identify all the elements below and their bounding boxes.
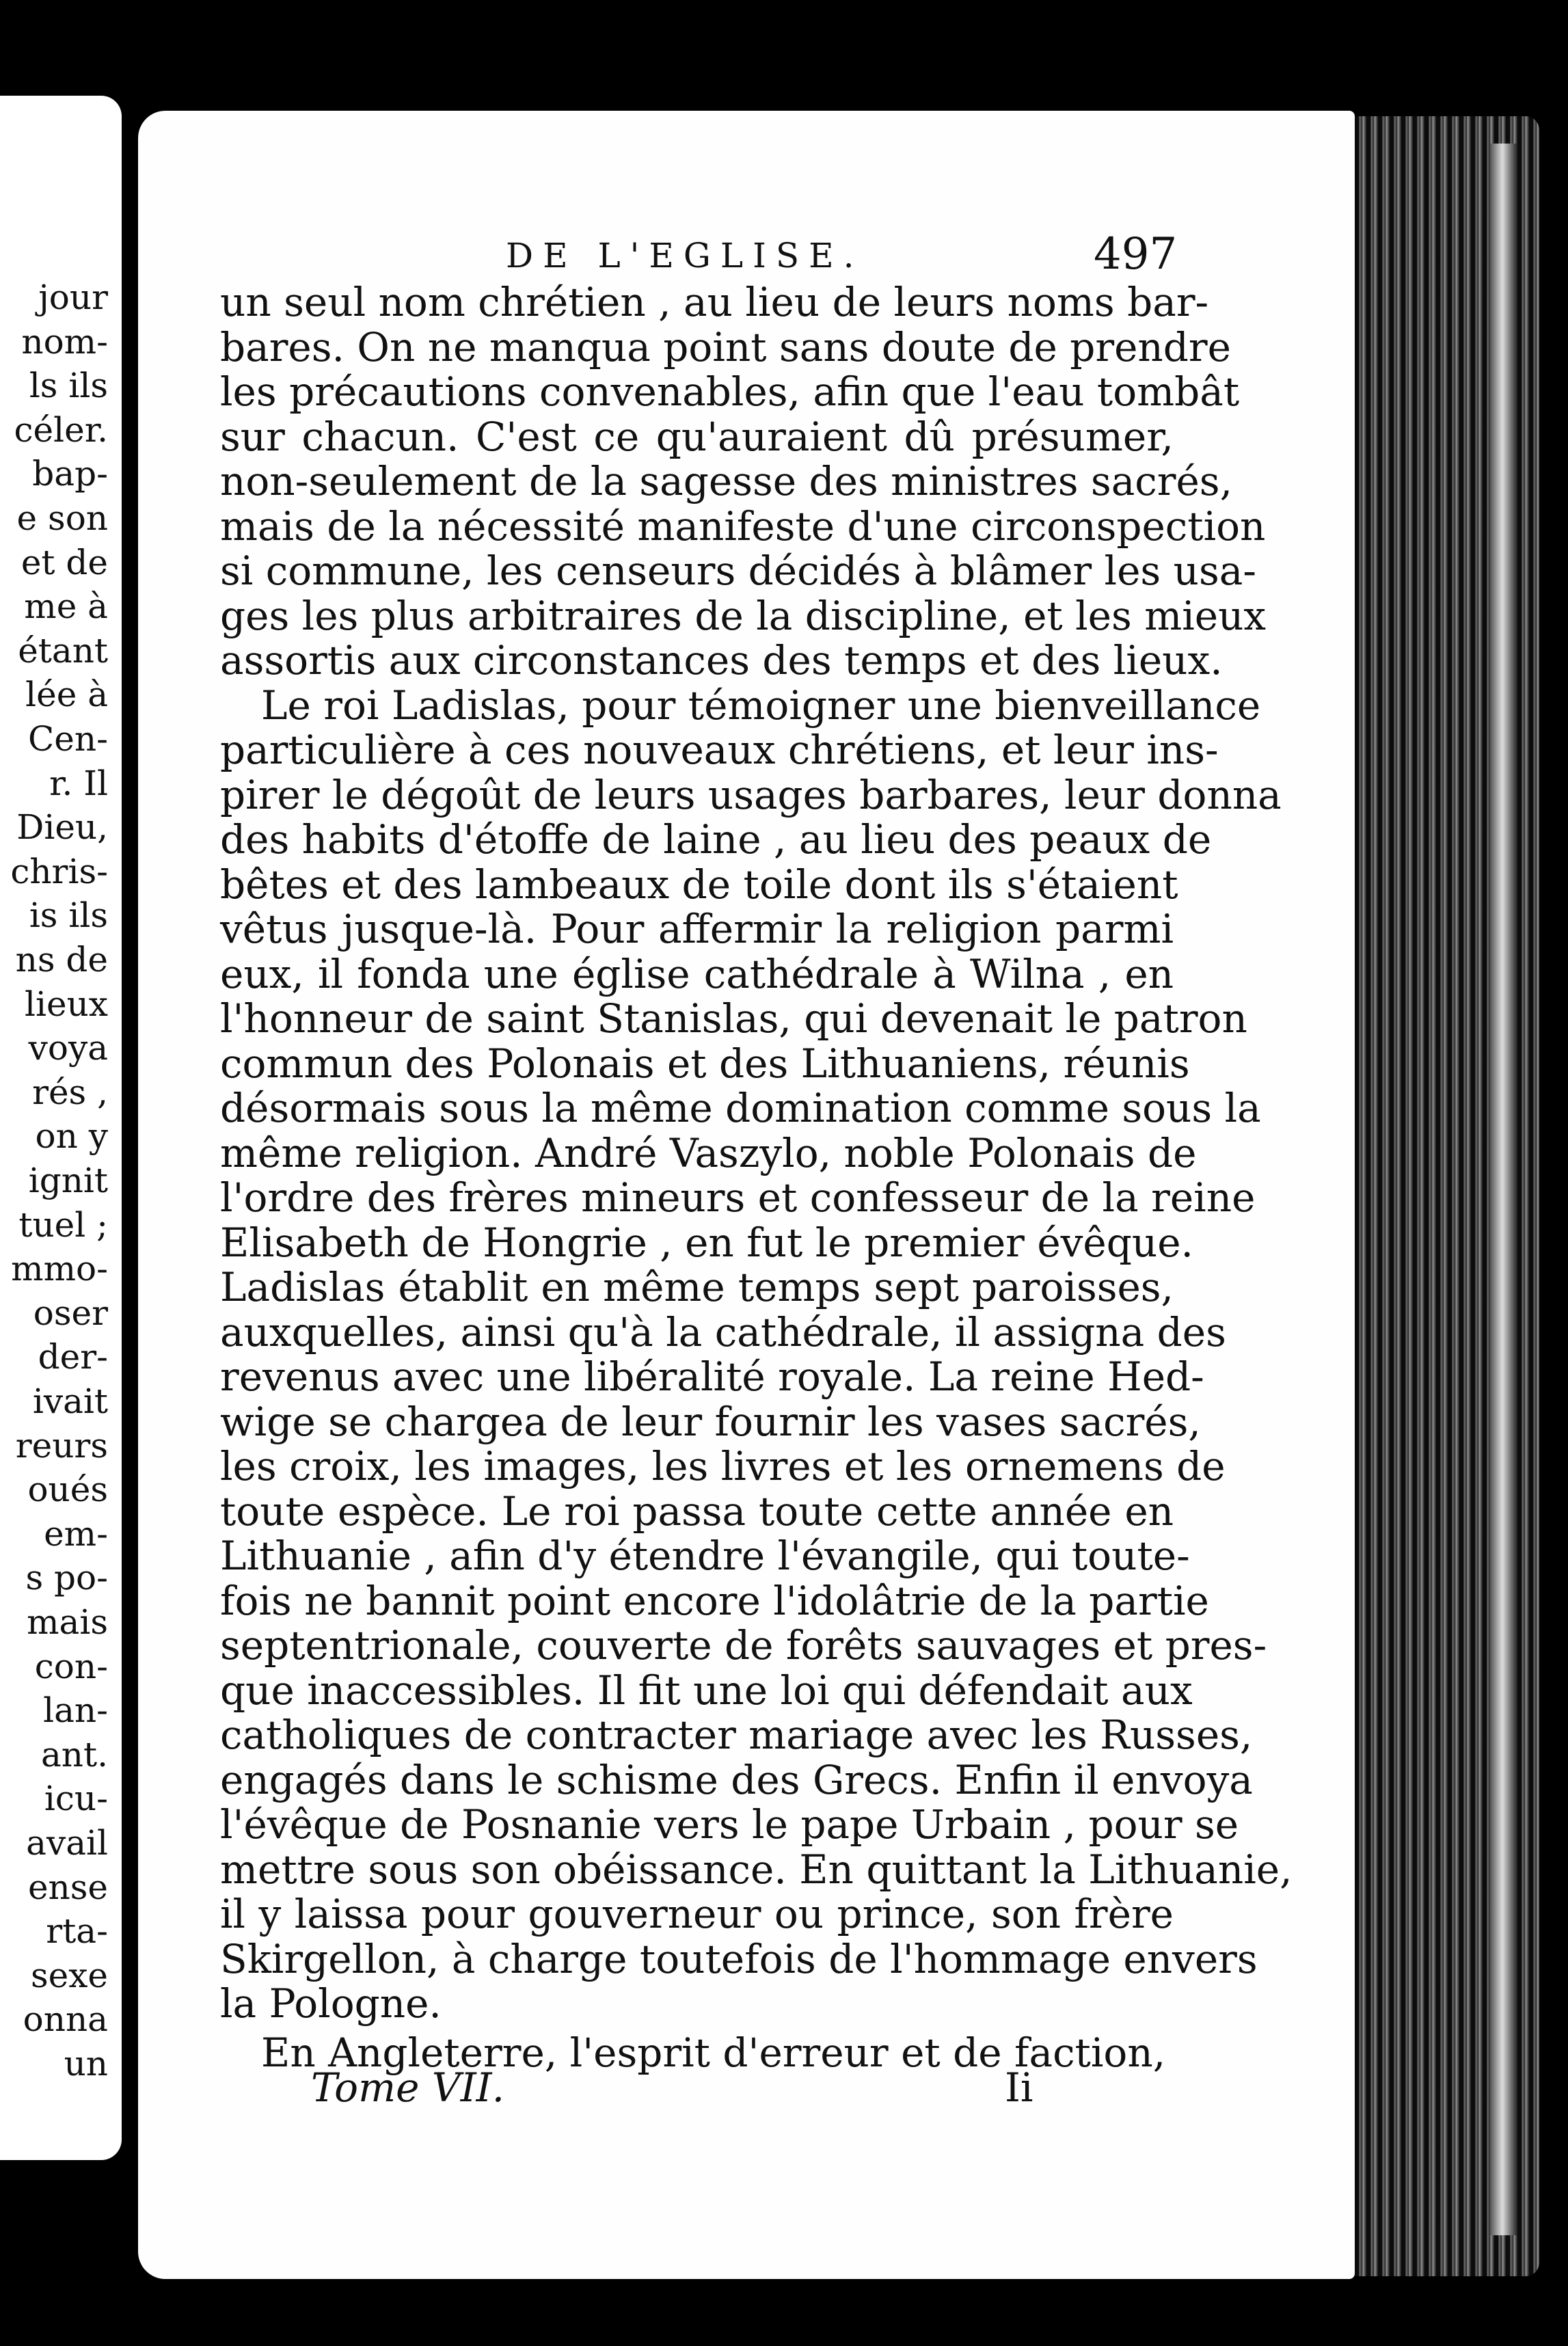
text-line: désormais sous la même domination comme sous la xyxy=(220,1085,1261,1131)
facing-page-line: Dieu, xyxy=(16,807,108,848)
facing-page-line: un xyxy=(64,2044,108,2084)
facing-page-line: étant xyxy=(18,630,108,671)
text-line: ges les plus arbitraires de la discipline, et les mieux xyxy=(220,592,1267,639)
text-line: mettre sous son obéissance. En quittant la Lithuanie, xyxy=(220,1846,1293,1893)
text-line: l'ordre des frères mineurs et confesseur de la reine xyxy=(220,1174,1256,1221)
text-line: catholiques de contracter mariage avec les Russes, xyxy=(220,1712,1253,1758)
text-line: l'évêque de Posnanie vers le pape Urbain , pour se xyxy=(220,1801,1239,1848)
facing-page-line: ant. xyxy=(41,1734,108,1775)
text-line: la Pologne. xyxy=(220,1980,442,2027)
text-line: que inaccessibles. Il fit une loi qui défendait aux xyxy=(220,1667,1193,1714)
facing-page-line: em- xyxy=(44,1513,108,1554)
facing-page-line: Cen- xyxy=(28,719,108,759)
text-line: non-seulement de la sagesse des ministres sacrés, xyxy=(220,458,1233,504)
facing-page-line: con- xyxy=(34,1646,108,1686)
page-edges-highlight xyxy=(1490,144,1517,2235)
facing-page-line: s po- xyxy=(25,1558,108,1598)
text-line: Ladislas établit en même temps sept paroisses, xyxy=(220,1264,1174,1310)
facing-page-line: lieux xyxy=(25,984,108,1024)
facing-page-line: nom- xyxy=(21,321,108,362)
text-line: même religion. André Vaszylo, noble Polonais de xyxy=(220,1129,1197,1176)
facing-page-line: r. Il xyxy=(49,763,108,803)
facing-page-line: ense xyxy=(27,1867,108,1907)
text-line: vêtus jusque-là. Pour affermir la religion parmi xyxy=(220,906,1174,952)
text-line: revenus avec une libéralité royale. La reine Hed- xyxy=(220,1353,1204,1400)
text-line: Skirgellon, à charge toutefois de l'hommage envers xyxy=(220,1935,1258,1982)
facing-page-line: oués xyxy=(27,1470,108,1510)
facing-page-line: rta- xyxy=(46,1911,108,1952)
facing-page-line: sexe xyxy=(30,1955,108,1995)
text-line: l'honneur de saint Stanislas, qui devenait le patron xyxy=(220,995,1247,1042)
facing-page-line: chris- xyxy=(10,851,108,891)
facing-page-line: onna xyxy=(23,1999,108,2040)
text-line: Lithuanie , afin d'y étendre l'évangile, qui toute- xyxy=(220,1533,1190,1579)
running-head: DE L'EGLISE. xyxy=(506,236,864,275)
facing-page-line: der- xyxy=(38,1337,108,1377)
text-line: les croix, les images, les livres et les ornemens de xyxy=(220,1443,1226,1489)
facing-page-line: icu- xyxy=(44,1779,108,1819)
facing-page-line: is ils xyxy=(29,895,108,936)
text-line: sur chacun. C'est ce qu'auraient dû présumer, xyxy=(220,413,1174,460)
text-line: si commune, les censeurs décidés à blâmer les usa- xyxy=(220,548,1256,594)
facing-page-line: e son xyxy=(16,498,108,538)
text-line: septentrionale, couverte de forêts sauvages et pres- xyxy=(220,1622,1267,1669)
body-text xyxy=(220,279,1293,2076)
text-line: bêtes et des lambeaux de toile dont ils s'étaient xyxy=(220,861,1178,908)
gathering-mark: Ii xyxy=(1005,2064,1033,2111)
text-line: toute espèce. Le roi passa toute cette année en xyxy=(220,1487,1174,1535)
page-number: 497 xyxy=(1094,229,1178,280)
facing-page-line: reurs xyxy=(15,1425,108,1466)
facing-page-line: ignit xyxy=(28,1161,108,1200)
facing-page-line: mmo- xyxy=(11,1249,108,1289)
facing-page-line: rés , xyxy=(32,1072,108,1112)
facing-page-line: jour xyxy=(38,278,108,317)
text-line: particulière à ces nouveaux chrétiens, et leur ins- xyxy=(220,727,1219,773)
facing-page-line: on y xyxy=(35,1116,108,1157)
text-line: engagés dans le schisme des Grecs. Enfin il envoya xyxy=(220,1756,1253,1803)
facing-page-line: ns de xyxy=(15,940,108,980)
text-line: auxquelles, ainsi qu'à la cathédrale, il assigna des xyxy=(220,1308,1226,1356)
text-line: des habits d'étoffe de laine , au lieu des peaux de xyxy=(220,816,1212,863)
text-line: commun des Polonais et des Lithuaniens, réunis xyxy=(220,1040,1190,1087)
facing-page-line: ivait xyxy=(32,1381,108,1421)
facing-page-line: lan- xyxy=(43,1690,108,1731)
text-line: bares. On ne manqua point sans doute de prendre xyxy=(220,323,1231,370)
facing-page-line: lée à xyxy=(25,675,108,715)
text-line: les précautions convenables, afin que l'eau tombât xyxy=(220,368,1240,415)
facing-page-line: céler. xyxy=(14,409,108,450)
text-line: wige se chargea de leur fournir les vases sacrés, xyxy=(220,1398,1201,1445)
text-line: il y laissa pour gouverneur ou prince, son frère xyxy=(220,1891,1174,1937)
text-line: Elisabeth de Hongrie , en fut le premier évêque. xyxy=(220,1219,1193,1266)
facing-page-line: voya xyxy=(28,1028,108,1068)
facing-page-line: tuel ; xyxy=(18,1204,108,1245)
facing-page-line: ls ils xyxy=(29,366,108,406)
text-line: mais de la nécessité manifeste d'une circonspection xyxy=(220,502,1266,550)
text-line: un seul nom chrétien , au lieu de leurs noms bar- xyxy=(220,279,1209,325)
volume-signature: Tome VII. xyxy=(311,2064,505,2111)
facing-page-line: mais xyxy=(27,1602,108,1642)
text-line: fois ne bannit point encore l'idolâtrie de la partie xyxy=(220,1577,1209,1624)
text-line: assortis aux circonstances des temps et des lieux. xyxy=(220,637,1223,684)
facing-page-line: me à xyxy=(24,586,108,627)
facing-page-line: bap- xyxy=(32,454,108,494)
facing-page-line: oser xyxy=(33,1293,108,1333)
text-line: eux, il fonda une église cathédrale à Wilna , en xyxy=(220,950,1174,997)
text-line: Le roi Ladislas, pour témoigner une bienveillance xyxy=(261,682,1261,729)
facing-page-fragment xyxy=(0,96,122,2160)
facing-page-line: avail xyxy=(26,1823,108,1863)
text-line: En Angleterre, l'esprit d'erreur et de faction, xyxy=(261,2029,1166,2076)
facing-page-line: et de xyxy=(21,542,108,582)
text-line: pirer le dégoût de leurs usages barbares, leur donna xyxy=(220,771,1282,818)
